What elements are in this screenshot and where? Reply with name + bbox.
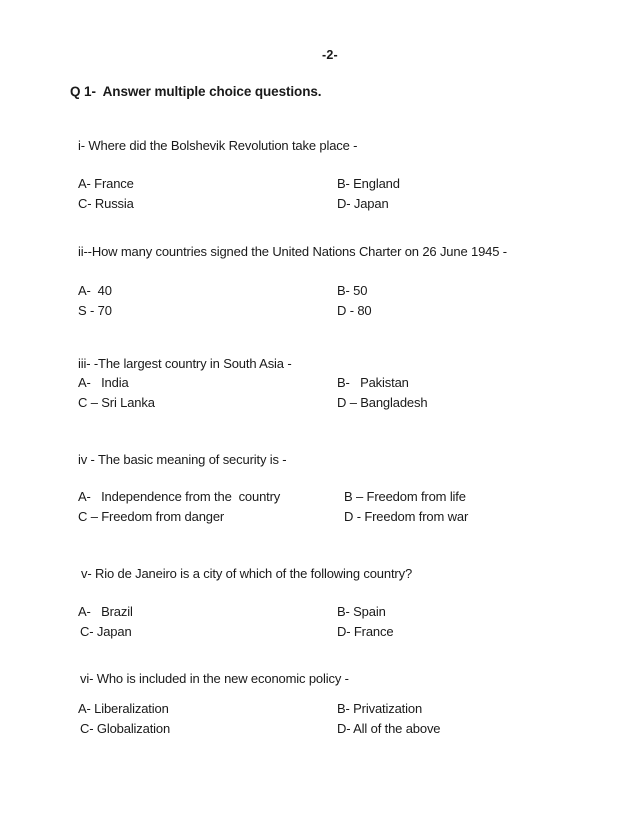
option-row — [0, 395, 638, 415]
question-text: i- Where did the Bolshevik Revolution take place - — [78, 138, 358, 153]
page-number-marker: -2- — [322, 48, 338, 62]
option-item[interactable]: A- Independence from the country — [78, 489, 281, 504]
option-item[interactable]: A- 40 — [78, 283, 112, 298]
option-item[interactable]: D – Bangladesh — [337, 395, 428, 410]
option-item[interactable]: C- Globalization — [80, 721, 171, 736]
option-item[interactable]: B- Privatization — [337, 701, 423, 716]
option-item[interactable]: D - Freedom from war — [344, 509, 469, 524]
option-row — [0, 176, 638, 196]
option-row — [0, 509, 638, 529]
option-item[interactable]: D - 80 — [337, 303, 372, 318]
question-text: v- Rio de Janeiro is a city of which of the following country? — [81, 566, 413, 581]
option-row — [0, 283, 638, 303]
option-item[interactable]: S - 70 — [78, 303, 112, 318]
option-item[interactable]: B- Pakistan — [337, 375, 409, 390]
option-item[interactable]: D- All of the above — [337, 721, 441, 736]
question-text: iv - The basic meaning of security is - — [78, 452, 287, 467]
option-item[interactable]: A- Brazil — [78, 604, 133, 619]
option-item[interactable]: C- Russia — [78, 196, 134, 211]
option-item[interactable]: A- India — [78, 375, 129, 390]
question-text: iii- -The largest country in South Asia - — [78, 356, 292, 371]
option-row — [0, 721, 638, 741]
page-title: Q 1- Answer multiple choice questions. — [70, 84, 322, 99]
question-text: ii--How many countries signed the United Nations Charter on 26 June 1945 - — [78, 244, 507, 259]
option-row — [0, 624, 638, 644]
option-item[interactable]: C- Japan — [80, 624, 132, 639]
option-item[interactable]: B – Freedom from life — [344, 489, 466, 504]
option-item[interactable]: D- Japan — [337, 196, 389, 211]
option-row — [0, 701, 638, 721]
option-row — [0, 604, 638, 624]
question-text: vi- Who is included in the new economic policy - — [80, 671, 349, 686]
option-row — [0, 375, 638, 395]
option-item[interactable]: A- France — [78, 176, 134, 191]
option-item[interactable]: B- England — [337, 176, 400, 191]
option-row — [0, 489, 638, 509]
option-row — [0, 303, 638, 323]
option-item[interactable]: C – Sri Lanka — [78, 395, 155, 410]
option-item[interactable]: B- Spain — [337, 604, 386, 619]
option-item[interactable]: A- Liberalization — [78, 701, 169, 716]
option-item[interactable]: B- 50 — [337, 283, 368, 298]
option-item[interactable]: C – Freedom from danger — [78, 509, 225, 524]
option-item[interactable]: D- France — [337, 624, 394, 639]
option-row — [0, 196, 638, 216]
